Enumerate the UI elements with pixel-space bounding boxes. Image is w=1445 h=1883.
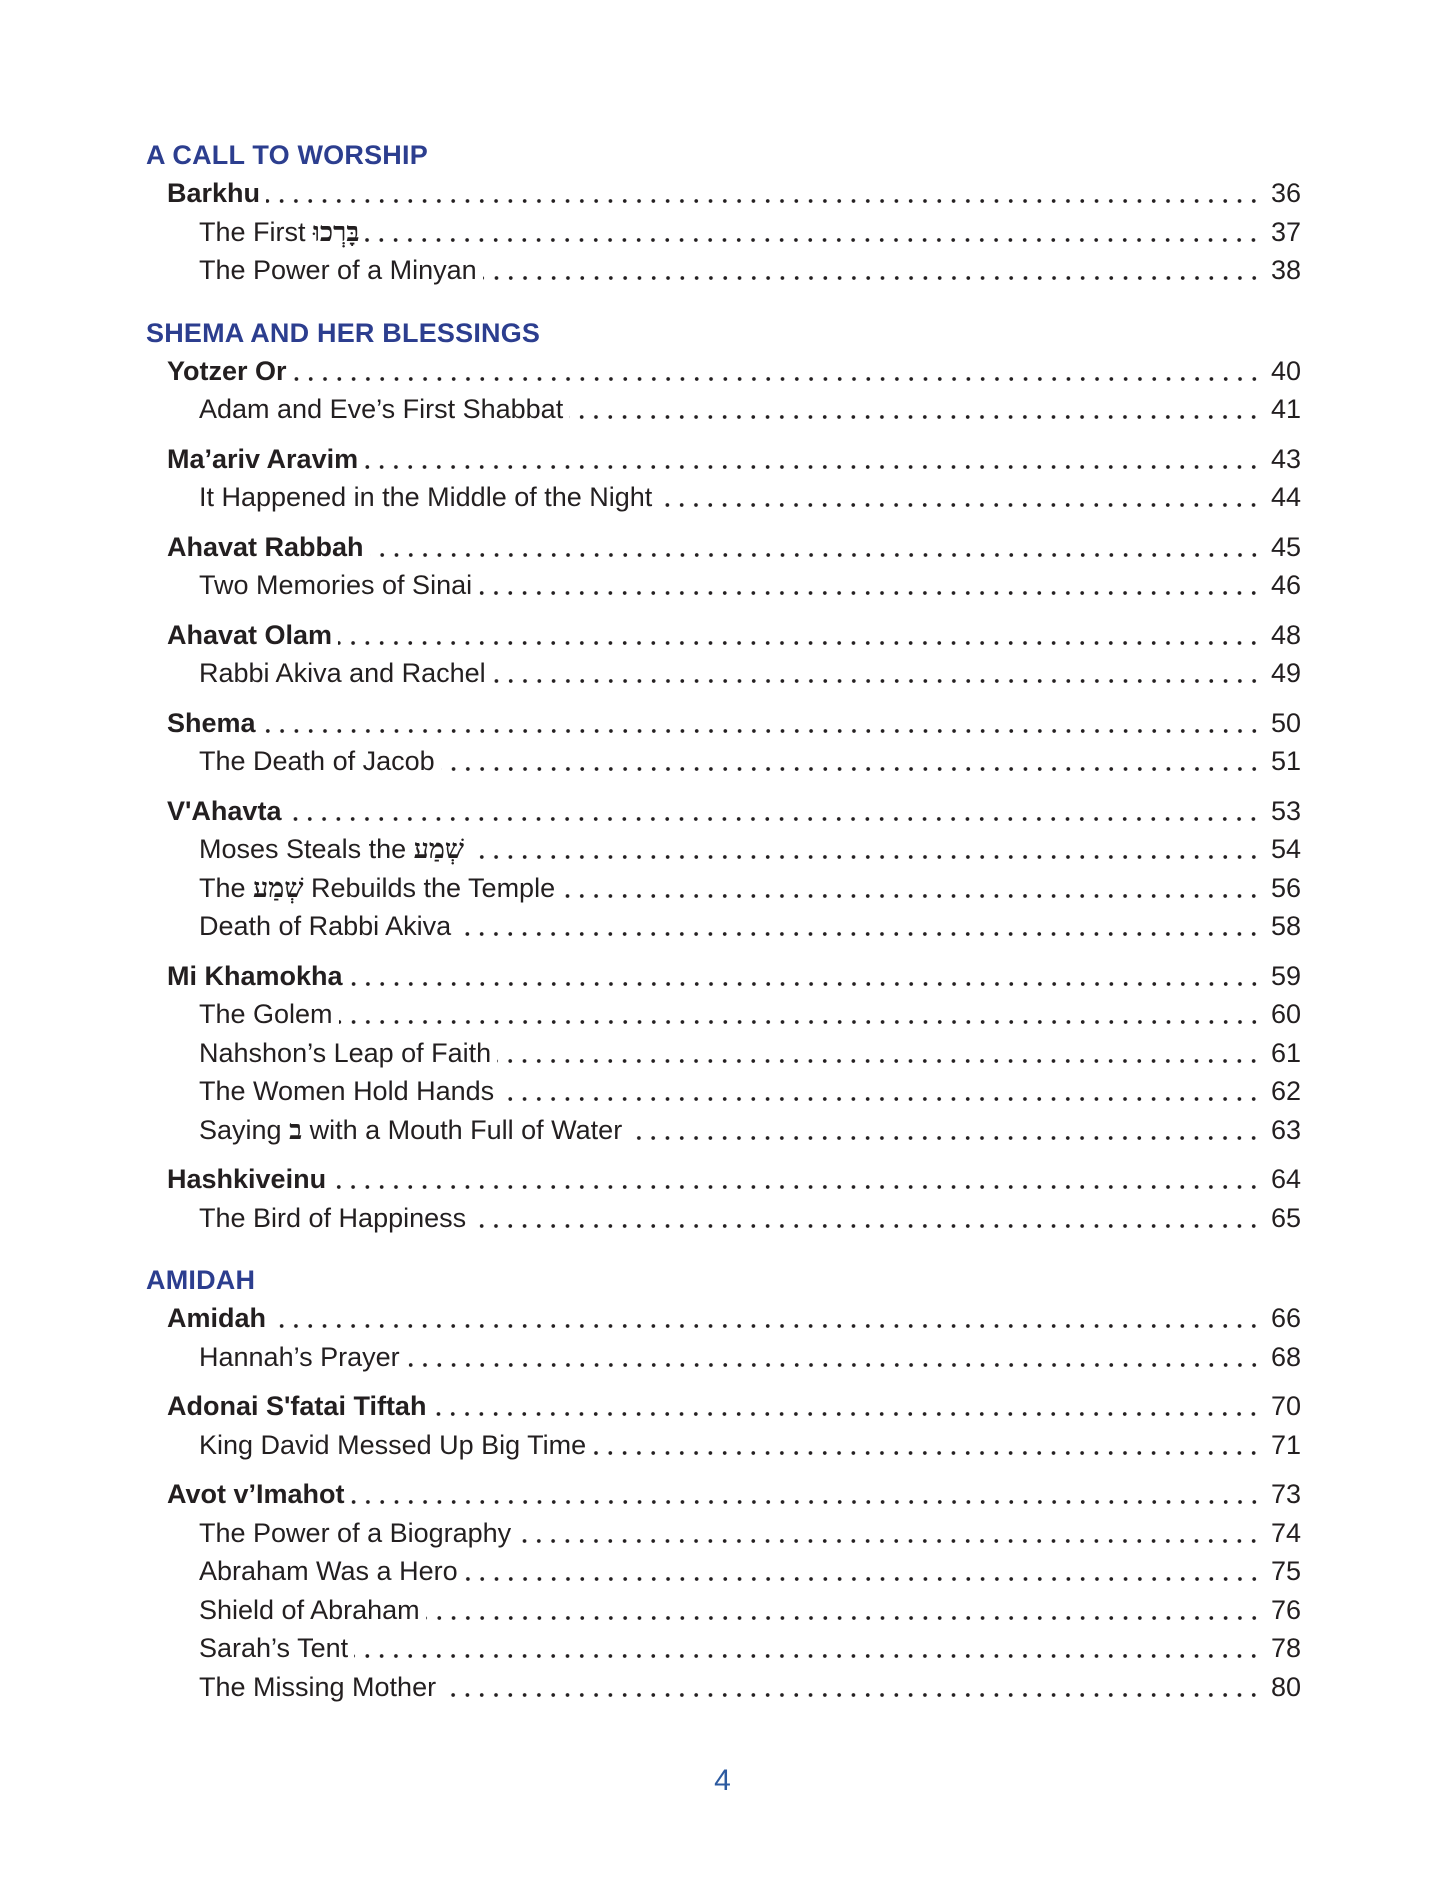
- toc-sub-entry[interactable]: [146, 1111, 1301, 1150]
- dot-leader: [561, 892, 1261, 900]
- entry-title: [167, 352, 287, 391]
- toc-sub-entry[interactable]: [146, 566, 1301, 605]
- toc-group: [146, 440, 1301, 517]
- hebrew-word: שְׁמַע: [413, 834, 465, 865]
- entry-title: [167, 957, 343, 996]
- entry-title-text: The Missing Mother: [199, 1671, 437, 1702]
- entry-page-number: 41: [1270, 394, 1301, 424]
- toc-main-entry[interactable]: [146, 957, 1301, 996]
- entry-title-text: Two Memories of Sinai: [199, 570, 473, 600]
- entry-page-number: 46: [1270, 570, 1301, 600]
- entry-title: [199, 1072, 494, 1111]
- entry-title-text: V'Ahavta: [167, 795, 282, 826]
- dot-leader: [464, 1575, 1261, 1583]
- dot-leader: [354, 1652, 1261, 1660]
- dot-leader: [497, 1057, 1261, 1065]
- toc-group: [146, 1160, 1301, 1237]
- dot-leader: [266, 197, 1261, 205]
- toc-sub-entry[interactable]: [146, 251, 1301, 290]
- entry-title: [199, 742, 435, 781]
- entry-title: [167, 616, 332, 655]
- entry-title: [199, 251, 477, 290]
- entry-page-number: 37: [1270, 216, 1301, 247]
- entry-title: [199, 390, 563, 429]
- entry-title-text: It Happened in the Middle of the Night: [199, 482, 653, 512]
- entry-title: [199, 1034, 491, 1073]
- dot-leader: [349, 980, 1261, 988]
- toc-sub-entry[interactable]: [146, 1629, 1301, 1668]
- entry-title-text: Hannah’s Prayer: [199, 1341, 400, 1372]
- entry-title-text: The First: [199, 216, 314, 247]
- toc-sub-entry[interactable]: [146, 742, 1301, 781]
- entry-title: [199, 1629, 348, 1668]
- entry-title: [199, 1111, 622, 1151]
- entry-title: [199, 654, 486, 693]
- toc-sub-entry[interactable]: [146, 869, 1301, 908]
- entry-title-text: Adam and Eve’s First Shabbat: [199, 394, 564, 424]
- toc-sub-entry[interactable]: [146, 1552, 1301, 1591]
- entry-title: [199, 478, 652, 517]
- toc-sub-entry[interactable]: [146, 995, 1301, 1034]
- dot-leader: [483, 274, 1261, 282]
- dot-leader: [432, 1410, 1261, 1418]
- entry-title-text: The Golem: [199, 999, 333, 1029]
- toc-main-entry[interactable]: [146, 792, 1301, 831]
- entry-title: [167, 704, 256, 743]
- entry-title: [199, 830, 464, 870]
- dot-leader: [293, 375, 1261, 383]
- entry-title: [199, 995, 333, 1034]
- toc-group: [146, 792, 1301, 946]
- entry-title-suffix: with a Mouth Full of Water: [302, 1114, 623, 1145]
- dot-leader: [478, 589, 1261, 597]
- entry-page-number: 68: [1270, 1341, 1301, 1372]
- dot-leader: [492, 677, 1261, 685]
- toc-sub-entry[interactable]: [146, 390, 1301, 429]
- entry-title-text: Ahavat Rabbah: [167, 531, 364, 562]
- dot-leader: [628, 1134, 1261, 1142]
- toc-sub-entry[interactable]: [146, 907, 1301, 946]
- entry-title: [167, 1387, 426, 1426]
- dot-leader: [406, 1361, 1261, 1369]
- entry-page-number: 43: [1270, 443, 1301, 474]
- dot-leader: [658, 501, 1261, 509]
- toc-main-entry[interactable]: [146, 352, 1301, 391]
- entry-title: [199, 1199, 466, 1238]
- entry-page-number: 56: [1270, 872, 1301, 903]
- entry-title-text: Shield of Abraham: [199, 1594, 420, 1625]
- dot-leader: [272, 1322, 1261, 1330]
- entry-title-text: Ahavat Olam: [167, 619, 333, 650]
- entry-title: [167, 174, 260, 213]
- toc-group: [146, 957, 1301, 1150]
- entry-title-text: Barkhu: [167, 178, 261, 208]
- toc-group: [146, 1387, 1301, 1464]
- toc-sub-entry[interactable]: [146, 478, 1301, 517]
- entry-title: [167, 792, 281, 831]
- toc-section: [146, 1261, 1301, 1706]
- entry-page-number: 40: [1270, 355, 1301, 386]
- dot-leader: [517, 1537, 1261, 1545]
- dot-leader: [262, 727, 1261, 735]
- entry-title-text: Rabbi Akiva and Rachel: [199, 658, 486, 688]
- toc-sub-entry[interactable]: [146, 654, 1301, 693]
- entry-title-text: Avot v’Imahot: [167, 1479, 345, 1509]
- entry-title-text: Abraham Was a Hero: [199, 1556, 458, 1586]
- entry-page-number: 73: [1270, 1479, 1301, 1509]
- toc-sub-entry[interactable]: [146, 830, 1301, 869]
- entry-title: [167, 1160, 326, 1199]
- toc-group: [146, 1299, 1301, 1376]
- toc-sub-entry[interactable]: [146, 1199, 1301, 1238]
- toc-group: [146, 528, 1301, 605]
- entry-page-number: 62: [1270, 1076, 1301, 1106]
- toc-section: [146, 136, 1301, 290]
- toc-sub-entry[interactable]: [146, 1338, 1301, 1377]
- entry-title-text: King David Messed Up Big Time: [199, 1429, 587, 1460]
- toc-group: [146, 704, 1301, 781]
- toc-main-entry[interactable]: [146, 528, 1301, 567]
- entry-page-number: 80: [1270, 1671, 1301, 1702]
- section-heading: SHEMA AND HER BLESSINGS: [146, 317, 541, 348]
- entry-title: [199, 213, 359, 253]
- dot-leader: [592, 1449, 1261, 1457]
- entry-title: [199, 1514, 511, 1553]
- hebrew-word: שְׁמַע: [253, 872, 304, 904]
- entry-page-number: 63: [1270, 1114, 1301, 1145]
- dot-leader: [338, 639, 1261, 647]
- toc-sub-entry[interactable]: [146, 1591, 1301, 1630]
- dot-leader: [441, 765, 1261, 773]
- toc-group: [146, 352, 1301, 429]
- entry-title-text: The: [199, 872, 254, 903]
- entry-page-number: 60: [1270, 999, 1301, 1029]
- entry-page-number: 70: [1270, 1391, 1301, 1421]
- entry-title-text: Mi Khamokha: [167, 960, 343, 991]
- entry-title-text: Hashkiveinu: [167, 1164, 327, 1194]
- entry-title-text: The Bird of Happiness: [199, 1202, 467, 1233]
- entry-title-text: The Death of Jacob: [199, 746, 435, 776]
- entry-title-text: The Women Hold Hands: [199, 1076, 495, 1106]
- entry-page-number: 61: [1270, 1037, 1301, 1068]
- entry-title: [199, 1668, 436, 1707]
- entry-title-text: Ma’ariv Aravim: [167, 443, 359, 474]
- entry-title-text: Shema: [167, 707, 256, 738]
- entry-page-number: 76: [1270, 1594, 1301, 1625]
- toc-section: [146, 314, 1301, 1238]
- entry-page-number: 48: [1270, 619, 1301, 650]
- entry-title-text: Nahshon’s Leap of Faith: [199, 1037, 492, 1068]
- entry-title-text: Saying: [199, 1114, 290, 1145]
- entry-title: [167, 1299, 266, 1338]
- entry-page-number: 78: [1270, 1633, 1301, 1663]
- entry-title-text: Sarah’s Tent: [199, 1633, 349, 1663]
- entry-title-text: Death of Rabbi Akiva: [199, 911, 452, 941]
- dot-leader: [426, 1614, 1261, 1622]
- entry-title: [199, 1338, 400, 1377]
- entry-title: [167, 440, 358, 479]
- entry-title: [199, 1591, 420, 1630]
- dot-leader: [364, 463, 1261, 471]
- entry-page-number: 64: [1270, 1164, 1301, 1194]
- page-number: 4: [714, 1764, 731, 1797]
- entry-title-text: The Power of a Biography: [199, 1517, 512, 1548]
- toc-group: [146, 174, 1301, 290]
- hebrew-word: ב: [289, 1114, 303, 1146]
- dot-leader: [287, 815, 1261, 823]
- entry-title-text: The Power of a Minyan: [199, 255, 477, 285]
- entry-title: [199, 907, 451, 946]
- toc-sub-entry[interactable]: [146, 1668, 1301, 1707]
- dot-leader: [370, 551, 1261, 559]
- entry-page-number: 65: [1270, 1202, 1301, 1233]
- dot-leader: [500, 1095, 1261, 1103]
- toc-sub-entry[interactable]: [146, 1034, 1301, 1073]
- dot-leader: [470, 853, 1261, 861]
- toc-main-entry[interactable]: [146, 616, 1301, 655]
- toc-main-entry[interactable]: [146, 440, 1301, 479]
- dot-leader: [332, 1183, 1261, 1191]
- section-heading: A CALL TO WORSHIP: [146, 140, 428, 170]
- toc-sub-entry[interactable]: [146, 1426, 1301, 1465]
- toc-main-entry[interactable]: [146, 1387, 1301, 1426]
- entry-title: [167, 528, 364, 567]
- entry-title: [199, 869, 555, 909]
- toc-main-entry[interactable]: [146, 704, 1301, 743]
- entry-page-number: 75: [1270, 1556, 1301, 1586]
- dot-leader: [472, 1222, 1261, 1230]
- entry-page-number: 50: [1270, 707, 1301, 738]
- entry-page-number: 45: [1270, 531, 1301, 562]
- entry-title: [199, 1552, 458, 1591]
- dot-leader: [339, 1018, 1261, 1026]
- toc-main-entry[interactable]: [146, 174, 1301, 213]
- entry-page-number: 58: [1270, 911, 1301, 941]
- entry-page-number: 71: [1270, 1429, 1301, 1460]
- entry-title-text: Yotzer Or: [167, 355, 287, 386]
- toc-main-entry[interactable]: [146, 1160, 1301, 1199]
- entry-title: [199, 566, 472, 605]
- dot-leader: [442, 1691, 1261, 1699]
- entry-page-number: 51: [1270, 746, 1301, 776]
- dot-leader: [365, 236, 1261, 244]
- entry-title-text: Amidah: [167, 1303, 267, 1333]
- entry-title: [167, 1475, 345, 1514]
- entry-title-text: Adonai S'fatai Tiftah: [167, 1391, 427, 1421]
- table-of-contents: [146, 136, 1301, 1730]
- entry-page-number: 66: [1270, 1303, 1301, 1333]
- entry-page-number: 74: [1270, 1517, 1301, 1548]
- entry-page-number: 38: [1270, 255, 1301, 285]
- section-heading: AMIDAH: [146, 1265, 256, 1295]
- hebrew-word: בָּרְכוּ: [313, 216, 360, 248]
- entry-page-number: 53: [1270, 795, 1301, 826]
- toc-group: [146, 616, 1301, 693]
- entry-page-number: 36: [1270, 178, 1301, 208]
- dot-leader: [351, 1498, 1261, 1506]
- toc-sub-entry[interactable]: [146, 213, 1301, 252]
- toc-sub-entry[interactable]: [146, 1514, 1301, 1553]
- toc-main-entry[interactable]: [146, 1475, 1301, 1514]
- dot-leader: [457, 930, 1261, 938]
- entry-title-text: Moses Steals the: [199, 834, 414, 864]
- entry-title-suffix: Rebuilds the Temple: [303, 872, 556, 903]
- entry-page-number: 59: [1270, 960, 1301, 991]
- toc-sub-entry[interactable]: [146, 1072, 1301, 1111]
- toc-group: [146, 1475, 1301, 1706]
- entry-page-number: 49: [1270, 658, 1301, 688]
- dot-leader: [569, 413, 1261, 421]
- entry-page-number: 44: [1270, 482, 1301, 512]
- entry-page-number: 54: [1270, 834, 1301, 864]
- toc-main-entry[interactable]: [146, 1299, 1301, 1338]
- entry-title: [199, 1426, 586, 1465]
